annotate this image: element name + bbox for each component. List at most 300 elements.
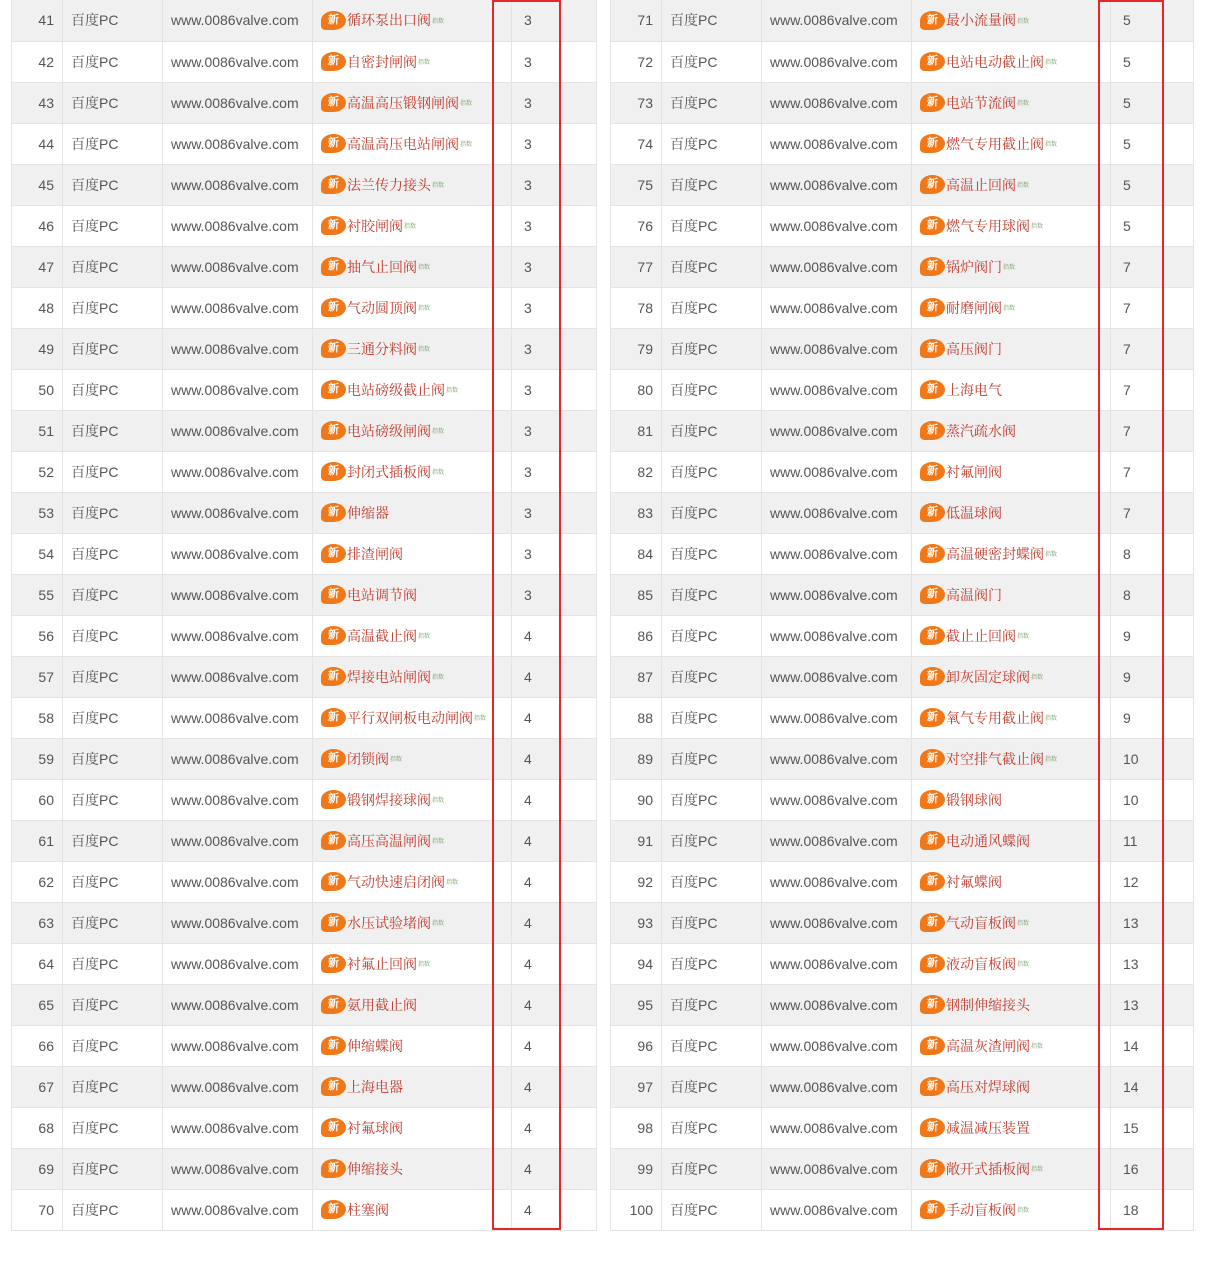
keyword-cell xyxy=(313,902,494,943)
table-row xyxy=(12,656,597,697)
keyword-link[interactable]: 燃气专用球阀 xyxy=(946,217,1030,234)
search-engine: 百度PC xyxy=(662,41,762,82)
row-index: 78 xyxy=(611,287,662,328)
keyword-link[interactable]: 排渣闸阀 xyxy=(347,545,403,562)
spacer-cell xyxy=(494,492,512,533)
rank-value: 13 xyxy=(1111,943,1194,984)
rankings-table-right xyxy=(610,0,1194,1231)
keyword-link[interactable]: 减温减压装置 xyxy=(946,1119,1030,1136)
site-domain: www.0086valve.com xyxy=(163,246,313,287)
spacer-cell xyxy=(1099,533,1111,574)
search-engine: 百度PC xyxy=(662,287,762,328)
keyword-link[interactable]: 低温球阀 xyxy=(946,504,1002,521)
keyword-link[interactable]: 电站磅级闸阀 xyxy=(347,422,431,439)
search-engine: 百度PC xyxy=(662,164,762,205)
spacer-cell xyxy=(494,1066,512,1107)
spacer-cell xyxy=(494,164,512,205)
spacer-cell xyxy=(494,984,512,1025)
row-index: 95 xyxy=(611,984,662,1025)
rank-value: 4 xyxy=(512,861,597,902)
index-tag-icon: 指数 xyxy=(1045,552,1058,558)
row-index: 57 xyxy=(12,656,63,697)
keyword-link[interactable]: 氧气专用截止阀 xyxy=(946,709,1044,726)
rank-value: 3 xyxy=(512,205,597,246)
row-index: 66 xyxy=(12,1025,63,1066)
search-engine: 百度PC xyxy=(63,820,163,861)
keyword-cell xyxy=(912,246,1099,287)
table-row xyxy=(611,533,1194,574)
site-domain: www.0086valve.com xyxy=(163,902,313,943)
keyword-link[interactable]: 伸缩蝶阀 xyxy=(347,1037,403,1054)
spacer-cell xyxy=(1099,820,1111,861)
spacer-cell xyxy=(494,615,512,656)
rank-value: 11 xyxy=(1111,820,1194,861)
new-badge-icon: 新 xyxy=(920,503,945,522)
keyword-link[interactable]: 高压高温闸阀 xyxy=(347,832,431,849)
keyword-link[interactable]: 高压对焊球阀 xyxy=(946,1078,1030,1095)
row-index: 53 xyxy=(12,492,63,533)
new-badge-icon: 新 xyxy=(920,626,945,645)
rank-value: 7 xyxy=(1111,246,1194,287)
search-engine: 百度PC xyxy=(662,492,762,533)
keyword-link[interactable]: 衬氟止回阀 xyxy=(347,955,417,972)
keyword-link[interactable]: 截止止回阀 xyxy=(946,627,1016,644)
new-badge-icon: 新 xyxy=(920,913,945,932)
search-engine: 百度PC xyxy=(662,615,762,656)
keyword-link[interactable]: 水压试验堵阀 xyxy=(347,914,431,931)
keyword-link[interactable]: 封闭式插板阀 xyxy=(347,463,431,480)
rank-value: 3 xyxy=(512,246,597,287)
spacer-cell xyxy=(494,1107,512,1148)
keyword-link[interactable]: 上海电器 xyxy=(347,1078,403,1095)
row-index: 48 xyxy=(12,287,63,328)
keyword-link[interactable]: 气动盲板阀 xyxy=(946,914,1016,931)
spacer-cell xyxy=(1099,205,1111,246)
new-badge-icon: 新 xyxy=(920,708,945,727)
row-index: 46 xyxy=(12,205,63,246)
search-engine: 百度PC xyxy=(662,123,762,164)
rank-value: 8 xyxy=(1111,574,1194,615)
site-domain: www.0086valve.com xyxy=(762,82,912,123)
site-domain: www.0086valve.com xyxy=(163,697,313,738)
keyword-link[interactable]: 伸缩接头 xyxy=(347,1160,403,1177)
search-engine: 百度PC xyxy=(662,533,762,574)
new-badge-icon: 新 xyxy=(321,257,346,276)
index-tag-icon: 指数 xyxy=(432,18,445,25)
new-badge-icon: 新 xyxy=(321,52,346,71)
table-row xyxy=(12,615,597,656)
index-tag-icon: 指数 xyxy=(1017,962,1030,968)
new-badge-icon: 新 xyxy=(321,872,346,891)
search-engine: 百度PC xyxy=(63,615,163,656)
spacer-cell xyxy=(494,41,512,82)
search-engine: 百度PC xyxy=(63,984,163,1025)
spacer-cell xyxy=(1099,615,1111,656)
keyword-link[interactable]: 柱塞阀 xyxy=(347,1201,389,1218)
keyword-cell xyxy=(313,615,494,656)
keyword-cell xyxy=(313,943,494,984)
index-tag-icon: 指数 xyxy=(1017,1208,1030,1214)
keyword-link[interactable]: 高温灰渣闸阀 xyxy=(946,1037,1030,1054)
keyword-link[interactable]: 闭锁阀 xyxy=(347,750,389,767)
keyword-link[interactable]: 高温止回阀 xyxy=(946,176,1016,193)
table-row xyxy=(12,1148,597,1189)
keyword-cell xyxy=(313,205,494,246)
site-domain: www.0086valve.com xyxy=(163,533,313,574)
rank-value: 4 xyxy=(512,697,597,738)
spacer-cell xyxy=(1099,82,1111,123)
spacer-cell xyxy=(1099,1025,1111,1066)
spacer-cell xyxy=(494,451,512,492)
row-index: 73 xyxy=(611,82,662,123)
table-row xyxy=(611,902,1194,943)
new-badge-icon: 新 xyxy=(321,11,346,30)
keyword-cell xyxy=(912,82,1099,123)
keyword-link[interactable]: 锻钢焊接球阀 xyxy=(347,791,431,808)
rank-value: 4 xyxy=(512,656,597,697)
index-tag-icon: 指数 xyxy=(432,921,445,927)
rank-value: 3 xyxy=(512,123,597,164)
row-index: 61 xyxy=(12,820,63,861)
new-badge-icon: 新 xyxy=(920,667,945,686)
search-engine: 百度PC xyxy=(63,369,163,410)
row-index: 91 xyxy=(611,820,662,861)
new-badge-icon: 新 xyxy=(920,872,945,891)
index-tag-icon: 指数 xyxy=(1003,265,1016,271)
site-domain: www.0086valve.com xyxy=(163,820,313,861)
spacer-cell xyxy=(1099,123,1111,164)
site-domain: www.0086valve.com xyxy=(163,205,313,246)
keyword-link[interactable]: 高温阀门 xyxy=(946,586,1002,603)
site-domain: www.0086valve.com xyxy=(163,1107,313,1148)
keyword-link[interactable]: 耐磨闸阀 xyxy=(946,299,1002,316)
index-tag-icon: 指数 xyxy=(418,60,431,66)
spacer-cell xyxy=(1099,1066,1111,1107)
keyword-link[interactable]: 衬氟球阀 xyxy=(347,1119,403,1136)
keyword-cell xyxy=(912,1025,1099,1066)
spacer-cell xyxy=(1099,861,1111,902)
keyword-link[interactable]: 电站调节阀 xyxy=(347,586,417,603)
site-domain: www.0086valve.com xyxy=(762,1025,912,1066)
rank-value: 4 xyxy=(512,1025,597,1066)
rank-value: 7 xyxy=(1111,451,1194,492)
table-row xyxy=(611,656,1194,697)
keyword-link[interactable]: 三通分料阀 xyxy=(347,340,417,357)
rank-value: 8 xyxy=(1111,533,1194,574)
keyword-link[interactable]: 敞开式插板阀 xyxy=(946,1160,1030,1177)
spacer-cell xyxy=(1099,984,1111,1025)
row-index: 82 xyxy=(611,451,662,492)
site-domain: www.0086valve.com xyxy=(163,615,313,656)
new-badge-icon: 新 xyxy=(920,831,945,850)
spacer-cell xyxy=(494,943,512,984)
row-index: 74 xyxy=(611,123,662,164)
row-index: 54 xyxy=(12,533,63,574)
index-tag-icon: 指数 xyxy=(1031,1044,1044,1050)
table-row xyxy=(611,287,1194,328)
keyword-link[interactable]: 自密封闸阀 xyxy=(347,53,417,70)
search-engine: 百度PC xyxy=(662,1025,762,1066)
table-row xyxy=(12,410,597,451)
keyword-cell xyxy=(912,451,1099,492)
keyword-cell xyxy=(912,820,1099,861)
site-domain: www.0086valve.com xyxy=(163,41,313,82)
keyword-link[interactable]: 伸缩器 xyxy=(347,504,389,521)
new-badge-icon: 新 xyxy=(920,339,945,358)
keyword-cell xyxy=(313,41,494,82)
search-engine: 百度PC xyxy=(662,1066,762,1107)
rank-value: 7 xyxy=(1111,410,1194,451)
row-index: 85 xyxy=(611,574,662,615)
row-index: 96 xyxy=(611,1025,662,1066)
row-index: 58 xyxy=(12,697,63,738)
rank-value: 7 xyxy=(1111,287,1194,328)
row-index: 83 xyxy=(611,492,662,533)
site-domain: www.0086valve.com xyxy=(762,1189,912,1230)
index-tag-icon: 指数 xyxy=(418,634,431,640)
table-row xyxy=(12,41,597,82)
spacer-cell xyxy=(494,820,512,861)
keyword-cell xyxy=(912,615,1099,656)
table-row xyxy=(611,451,1194,492)
keyword-link[interactable]: 氨用截止阀 xyxy=(347,996,417,1013)
keyword-cell xyxy=(912,0,1099,41)
index-tag-icon: 指数 xyxy=(432,839,445,845)
rank-value: 3 xyxy=(512,0,597,41)
site-domain: www.0086valve.com xyxy=(762,41,912,82)
site-domain: www.0086valve.com xyxy=(163,123,313,164)
keyword-link[interactable]: 电站电动截止阀 xyxy=(946,53,1044,70)
index-tag-icon: 指数 xyxy=(1045,142,1058,148)
row-index: 72 xyxy=(611,41,662,82)
rank-value: 14 xyxy=(1111,1066,1194,1107)
keyword-cell xyxy=(313,287,494,328)
new-badge-icon: 新 xyxy=(920,134,945,153)
site-domain: www.0086valve.com xyxy=(762,1066,912,1107)
site-domain: www.0086valve.com xyxy=(762,656,912,697)
search-engine: 百度PC xyxy=(63,328,163,369)
site-domain: www.0086valve.com xyxy=(762,779,912,820)
site-domain: www.0086valve.com xyxy=(762,1148,912,1189)
keyword-cell xyxy=(313,1066,494,1107)
rank-value: 5 xyxy=(1111,205,1194,246)
site-domain: www.0086valve.com xyxy=(163,164,313,205)
table-row xyxy=(611,1189,1194,1230)
row-index: 41 xyxy=(12,0,63,41)
index-tag-icon: 指数 xyxy=(460,142,473,148)
keyword-link[interactable]: 高温截止阀 xyxy=(347,627,417,644)
table-row xyxy=(12,1189,597,1230)
row-index: 44 xyxy=(12,123,63,164)
spacer-cell xyxy=(494,1148,512,1189)
search-engine: 百度PC xyxy=(63,1066,163,1107)
keyword-link[interactable]: 高温高压锻钢闸阀 xyxy=(347,94,459,111)
table-row xyxy=(12,287,597,328)
row-index: 84 xyxy=(611,533,662,574)
new-badge-icon: 新 xyxy=(321,93,346,112)
rank-value: 5 xyxy=(1111,41,1194,82)
search-engine: 百度PC xyxy=(662,82,762,123)
row-index: 94 xyxy=(611,943,662,984)
table-row xyxy=(12,820,597,861)
site-domain: www.0086valve.com xyxy=(762,697,912,738)
spacer-cell xyxy=(494,0,512,41)
row-index: 51 xyxy=(12,410,63,451)
keyword-cell xyxy=(313,451,494,492)
new-badge-icon: 新 xyxy=(321,339,346,358)
index-tag-icon: 指数 xyxy=(418,962,431,968)
index-tag-icon: 指数 xyxy=(460,101,473,107)
search-engine: 百度PC xyxy=(662,410,762,451)
table-row xyxy=(12,1107,597,1148)
keyword-link[interactable]: 燃气专用截止阀 xyxy=(946,135,1044,152)
keyword-cell xyxy=(313,533,494,574)
keyword-link[interactable]: 高压阀门 xyxy=(946,340,1002,357)
keyword-cell xyxy=(313,574,494,615)
spacer-cell xyxy=(494,574,512,615)
spacer-cell xyxy=(1099,492,1111,533)
rank-value: 3 xyxy=(512,574,597,615)
site-domain: www.0086valve.com xyxy=(762,738,912,779)
table-row xyxy=(611,1025,1194,1066)
table-row xyxy=(12,861,597,902)
keyword-cell xyxy=(313,779,494,820)
site-domain: www.0086valve.com xyxy=(762,123,912,164)
keyword-link[interactable]: 气动快速启闭阀 xyxy=(347,873,445,890)
keyword-link[interactable]: 电动通风蝶阀 xyxy=(946,832,1030,849)
keyword-link[interactable]: 电站磅级截止阀 xyxy=(347,381,445,398)
site-domain: www.0086valve.com xyxy=(762,1107,912,1148)
keyword-link[interactable]: 循环泵出口阀 xyxy=(347,12,431,29)
new-badge-icon: 新 xyxy=(321,667,346,686)
keyword-cell xyxy=(912,205,1099,246)
row-index: 86 xyxy=(611,615,662,656)
table-row xyxy=(611,0,1194,41)
spacer-cell xyxy=(1099,369,1111,410)
keyword-link[interactable]: 衬氟蝶阀 xyxy=(946,873,1002,890)
keyword-link[interactable]: 高温高压电站闸阀 xyxy=(347,135,459,152)
index-tag-icon: 指数 xyxy=(404,224,417,230)
new-badge-icon: 新 xyxy=(920,380,945,399)
spacer-cell xyxy=(494,902,512,943)
rank-value: 5 xyxy=(1111,82,1194,123)
new-badge-icon: 新 xyxy=(321,380,346,399)
keyword-link[interactable]: 电站节流阀 xyxy=(946,94,1016,111)
keyword-cell xyxy=(912,943,1099,984)
table-row xyxy=(611,738,1194,779)
table-row xyxy=(12,1025,597,1066)
rankings-table-left xyxy=(11,0,597,1231)
search-engine: 百度PC xyxy=(63,123,163,164)
row-index: 75 xyxy=(611,164,662,205)
search-engine: 百度PC xyxy=(662,451,762,492)
row-index: 60 xyxy=(12,779,63,820)
row-index: 80 xyxy=(611,369,662,410)
search-engine: 百度PC xyxy=(662,984,762,1025)
row-index: 76 xyxy=(611,205,662,246)
keyword-cell xyxy=(912,738,1099,779)
row-index: 81 xyxy=(611,410,662,451)
new-badge-icon: 新 xyxy=(321,954,346,973)
rank-value: 4 xyxy=(512,779,597,820)
rank-value: 13 xyxy=(1111,902,1194,943)
keyword-cell xyxy=(313,984,494,1025)
new-badge-icon: 新 xyxy=(920,995,945,1014)
search-engine: 百度PC xyxy=(63,697,163,738)
site-domain: www.0086valve.com xyxy=(163,410,313,451)
keyword-link[interactable]: 锻钢球阀 xyxy=(946,791,1002,808)
keyword-link[interactable]: 平行双闸板电动闸阀 xyxy=(347,709,473,726)
new-badge-icon: 新 xyxy=(920,257,945,276)
table-row xyxy=(12,738,597,779)
keyword-link[interactable]: 最小流量阀 xyxy=(946,12,1016,29)
keyword-cell xyxy=(912,984,1099,1025)
keyword-link[interactable]: 液动盲板阀 xyxy=(946,955,1016,972)
keyword-cell xyxy=(313,1189,494,1230)
rank-value: 18 xyxy=(1111,1189,1194,1230)
new-badge-icon: 新 xyxy=(321,749,346,768)
new-badge-icon: 新 xyxy=(321,544,346,563)
spacer-cell xyxy=(1099,41,1111,82)
spacer-cell xyxy=(1099,1107,1111,1148)
keyword-link[interactable]: 对空排气截止阀 xyxy=(946,750,1044,767)
keyword-link[interactable]: 衬胶闸阀 xyxy=(347,217,403,234)
search-engine: 百度PC xyxy=(63,1148,163,1189)
spacer-cell xyxy=(494,1025,512,1066)
table-row xyxy=(611,943,1194,984)
search-engine: 百度PC xyxy=(662,1189,762,1230)
new-badge-icon: 新 xyxy=(920,216,945,235)
site-domain: www.0086valve.com xyxy=(163,82,313,123)
keyword-cell xyxy=(313,0,494,41)
keyword-link[interactable]: 钢制伸缩接头 xyxy=(946,996,1030,1013)
table-row xyxy=(611,1066,1194,1107)
keyword-cell xyxy=(313,164,494,205)
spacer-cell xyxy=(1099,902,1111,943)
index-tag-icon: 指数 xyxy=(1045,60,1058,66)
keyword-cell xyxy=(912,123,1099,164)
keyword-link[interactable]: 高温硬密封蝶阀 xyxy=(946,545,1044,562)
keyword-link[interactable]: 手动盲板阀 xyxy=(946,1201,1016,1218)
keyword-cell xyxy=(313,410,494,451)
rankings-table-right-body xyxy=(611,0,1194,1230)
search-engine: 百度PC xyxy=(63,738,163,779)
keyword-cell xyxy=(912,1189,1099,1230)
keyword-link[interactable]: 卸灰固定球阀 xyxy=(946,668,1030,685)
spacer-cell xyxy=(494,205,512,246)
search-engine: 百度PC xyxy=(63,574,163,615)
keyword-link[interactable]: 焊接电站闸阀 xyxy=(347,668,431,685)
keyword-link[interactable]: 法兰传力接头 xyxy=(347,176,431,193)
spacer-cell xyxy=(494,656,512,697)
table-row xyxy=(611,205,1194,246)
spacer-cell xyxy=(494,410,512,451)
new-badge-icon: 新 xyxy=(321,298,346,317)
keyword-link[interactable]: 锅炉阀门 xyxy=(946,258,1002,275)
new-badge-icon: 新 xyxy=(920,298,945,317)
keyword-link[interactable]: 抽气止回阀 xyxy=(347,258,417,275)
keyword-link[interactable]: 蒸汽疏水阀 xyxy=(946,422,1016,439)
table-row xyxy=(611,820,1194,861)
index-tag-icon: 指数 xyxy=(1017,183,1030,189)
spacer-cell xyxy=(494,779,512,820)
search-engine: 百度PC xyxy=(662,1148,762,1189)
keyword-link[interactable]: 衬氟闸阀 xyxy=(946,463,1002,480)
rank-value: 7 xyxy=(1111,492,1194,533)
keyword-link[interactable]: 上海电气 xyxy=(946,381,1002,398)
rank-value: 4 xyxy=(512,1189,597,1230)
keyword-link[interactable]: 气动圆顶阀 xyxy=(347,299,417,316)
